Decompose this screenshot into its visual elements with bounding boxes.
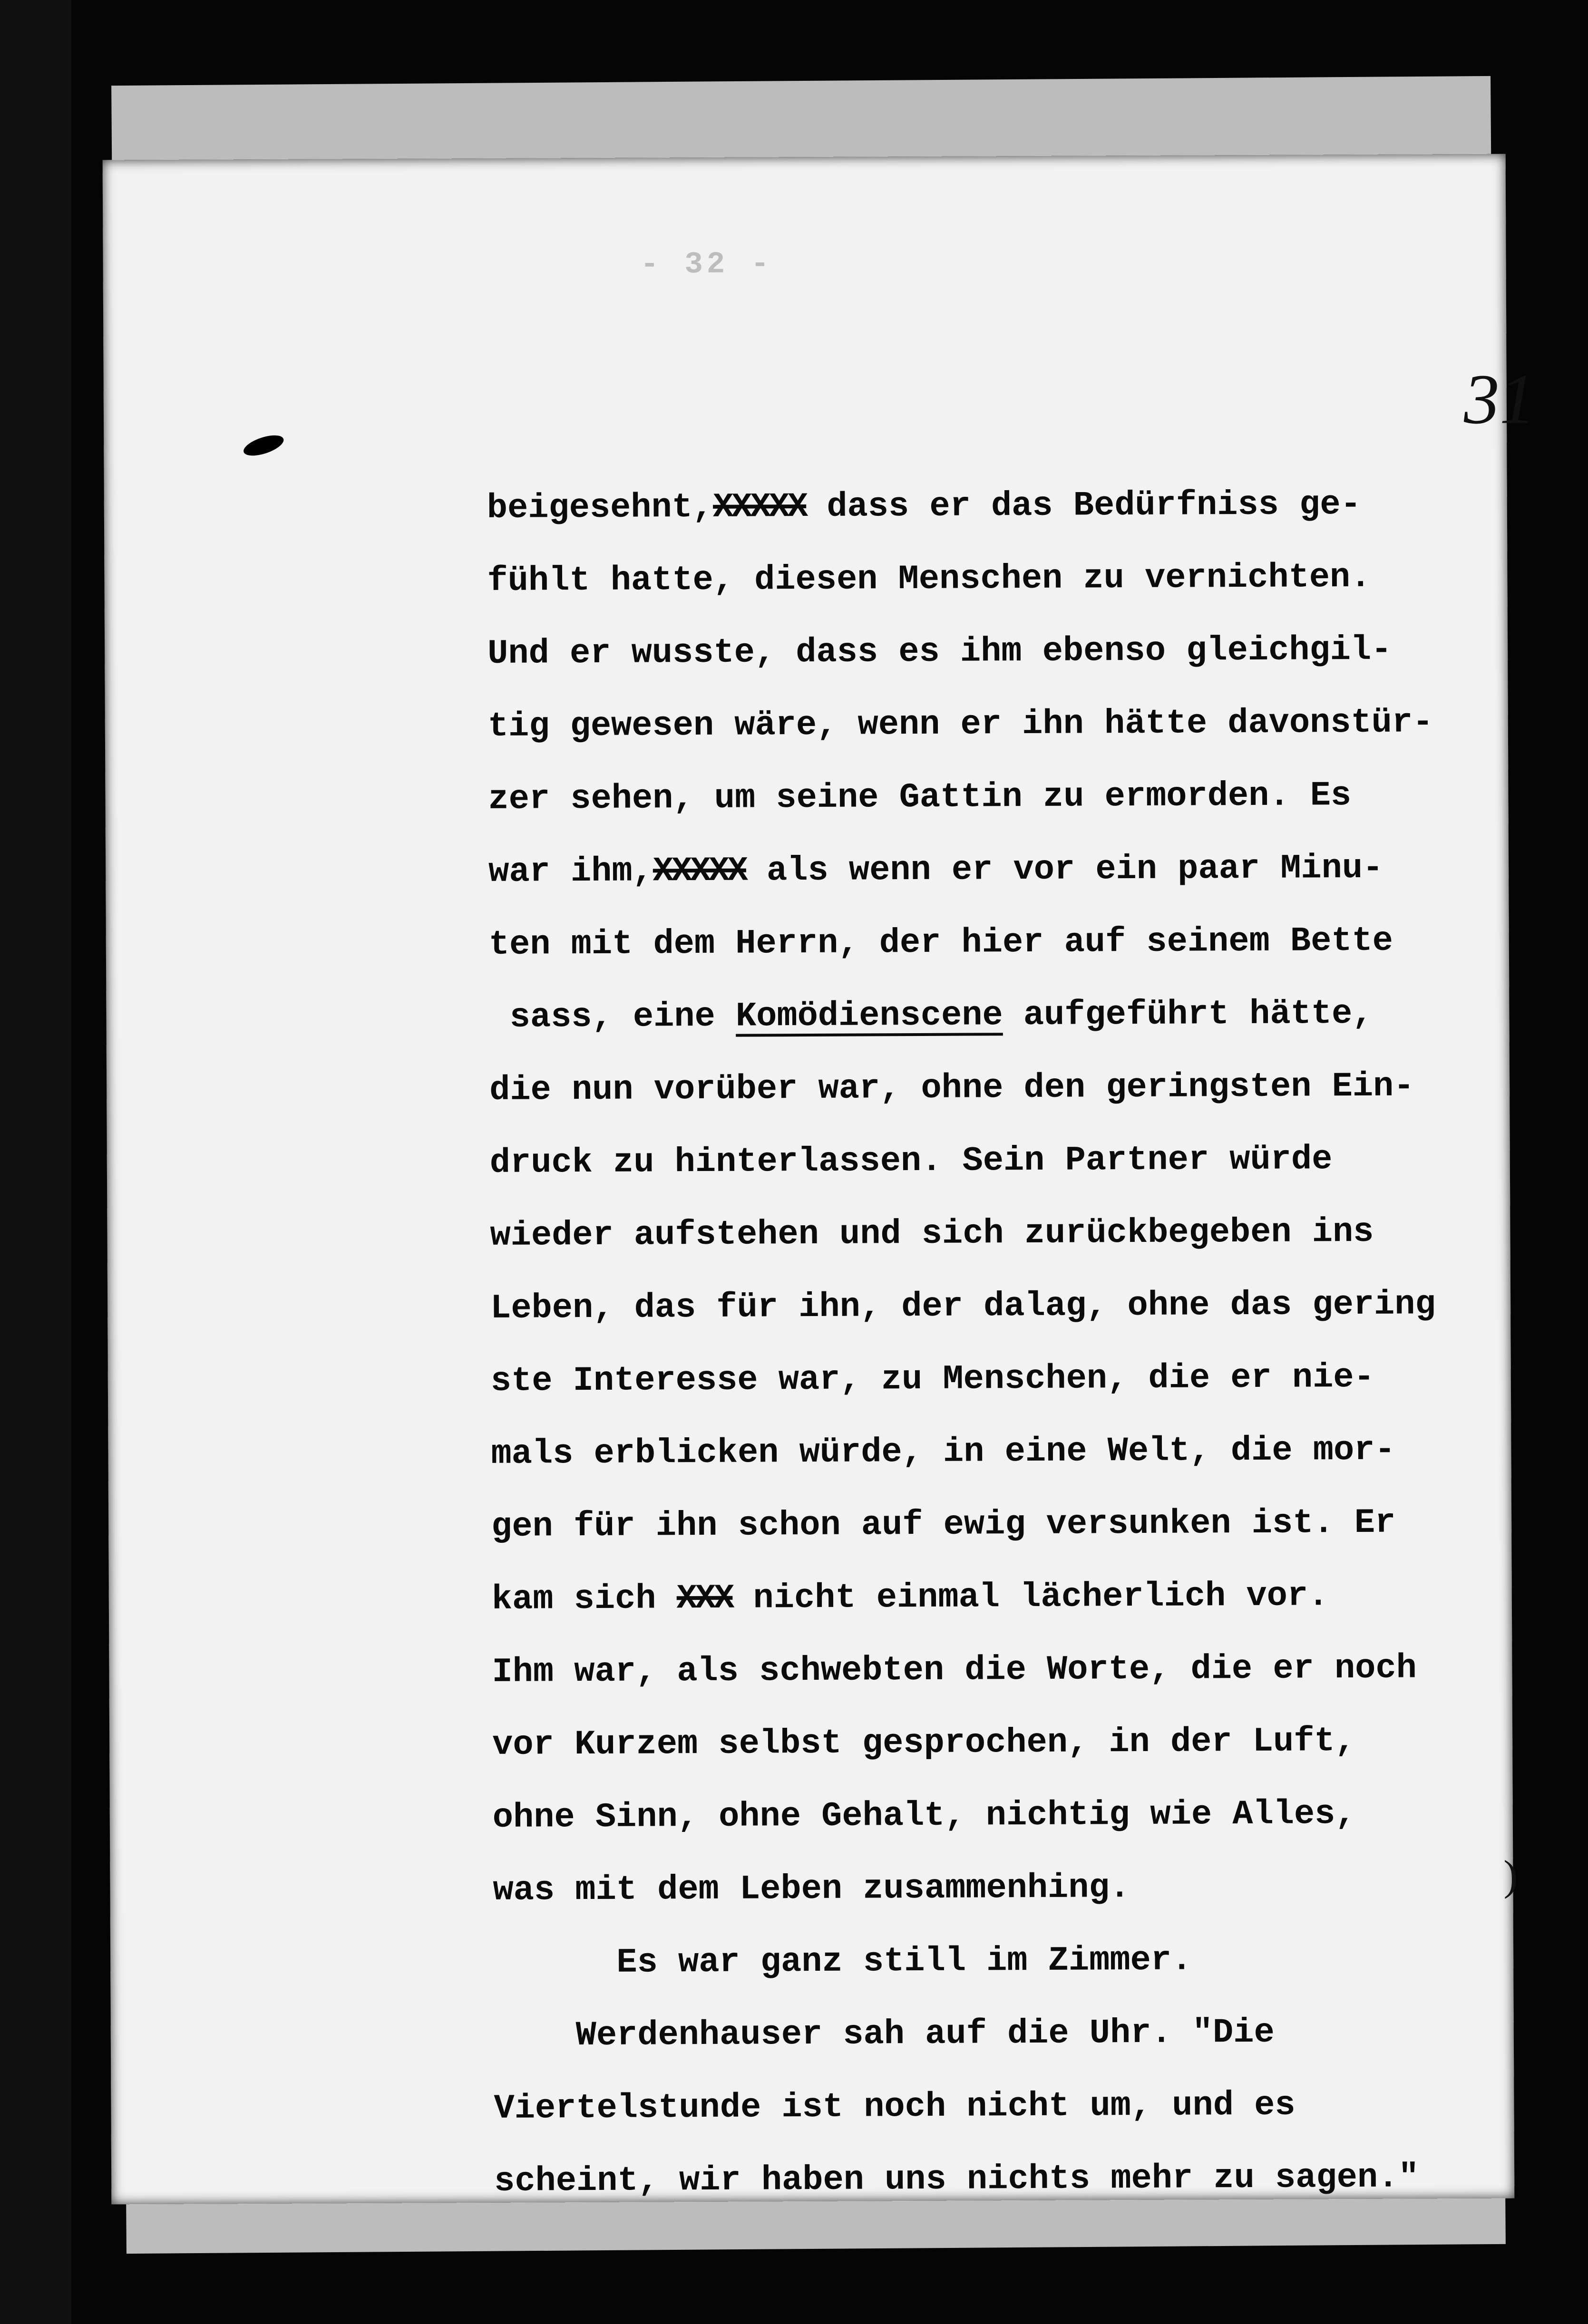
text-line: druck zu hinterlassen. Sein Partner würde xyxy=(489,1140,1333,1182)
text-line: Viertelstunde ist noch nicht um, und es xyxy=(494,2085,1296,2128)
text-line: scheint, wir haben uns nichts mehr zu sagen." xyxy=(494,2158,1419,2201)
struck-out-text: XXXXX xyxy=(653,851,747,891)
text-line: war ihm,XXXXX als wenn er vor ein paar Minu- xyxy=(488,848,1383,891)
text-line: kam sich XXX nicht einmal lächerlich vor. xyxy=(491,1576,1329,1619)
struck-out-text: XXXXX xyxy=(712,487,807,527)
text-line: was mit dem Leben zusammenhing. xyxy=(493,1868,1130,1910)
text-line: fühlt hatte, diesen Menschen zu vernichten. xyxy=(487,557,1371,600)
text-line: Es war ganz still im Zimmer. xyxy=(493,1940,1192,1983)
text-line: Ihm war, als schwebten die Worte, die er noch xyxy=(492,1648,1417,1692)
text-line: Und er wusste, dass es ihm ebenso gleichgil- xyxy=(487,630,1392,673)
text-line: sass, eine Komödienscene aufgeführt hätte, xyxy=(489,994,1373,1037)
text-line: beigesehnt,XXXXX dass er das Bedürfniss ge- xyxy=(487,484,1361,528)
text-line: gen für ihn schon auf ewig versunken ist. Er xyxy=(491,1503,1396,1546)
typewritten-page xyxy=(103,154,1536,2205)
text-line: Werdenhauser sah auf die Uhr. "Die xyxy=(493,2013,1275,2055)
text-line: zer sehen, um seine Gattin zu ermorden. Es xyxy=(488,776,1352,819)
text-line: mals erblicken würde, in eine Welt, die mor- xyxy=(491,1430,1395,1473)
text-line: wieder aufstehen und sich zurückbegeben ins xyxy=(490,1212,1374,1255)
text-line: Leben, das für ihn, der dalag, ohne das gering xyxy=(490,1285,1436,1328)
text-line: die nun vorüber war, ohne den geringsten Ein- xyxy=(489,1066,1414,1110)
text-line: ohne Sinn, ohne Gehalt, nichtig wie Alles, xyxy=(492,1794,1356,1837)
margin-mark: ) xyxy=(1503,1852,1518,1899)
text-line: vor Kurzem selbst gesprochen, in der Luft, xyxy=(492,1721,1356,1764)
punch-hole xyxy=(241,431,286,460)
text-line: ten mit dem Herrn, der hier auf seinem Bette xyxy=(488,921,1393,964)
body-text xyxy=(487,467,1555,2218)
bleed-through-header: - 32 - xyxy=(640,247,773,282)
struck-out-text: XXX xyxy=(676,1578,733,1618)
text-line: ste Interesse war, zu Menschen, die er nie- xyxy=(490,1357,1374,1401)
film-edge xyxy=(0,0,71,2324)
text-line: tig gewesen wäre, wenn er ihn hätte davonstür- xyxy=(487,703,1433,746)
underlined-word: Komödienscene xyxy=(735,996,1003,1036)
handwritten-page-number: 31 xyxy=(1463,359,1536,439)
